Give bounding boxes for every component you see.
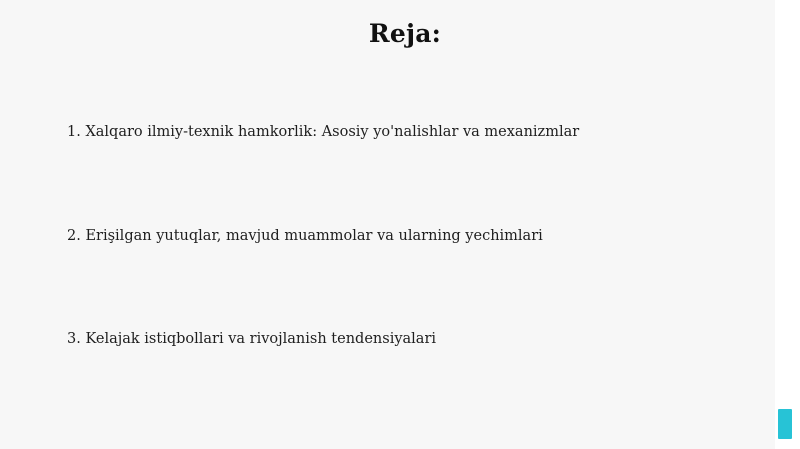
scrollbar-thumb[interactable] bbox=[778, 409, 792, 439]
scrollbar-track[interactable] bbox=[775, 0, 800, 449]
plan-item-3: 3. Kelajak istiqbollari va rivojlanish tendensiyalari bbox=[67, 331, 437, 347]
slide-title: Reja: bbox=[368, 19, 442, 48]
plan-item-1: 1. Xalqaro ilmiy-texnik hamkorlik: Asosiy yo'nalishlar va mexanizmlar bbox=[67, 124, 580, 140]
plan-item-2: 2. Erişilgan yutuqlar, mavjud muammolar va ularning yechimlari bbox=[67, 228, 543, 244]
